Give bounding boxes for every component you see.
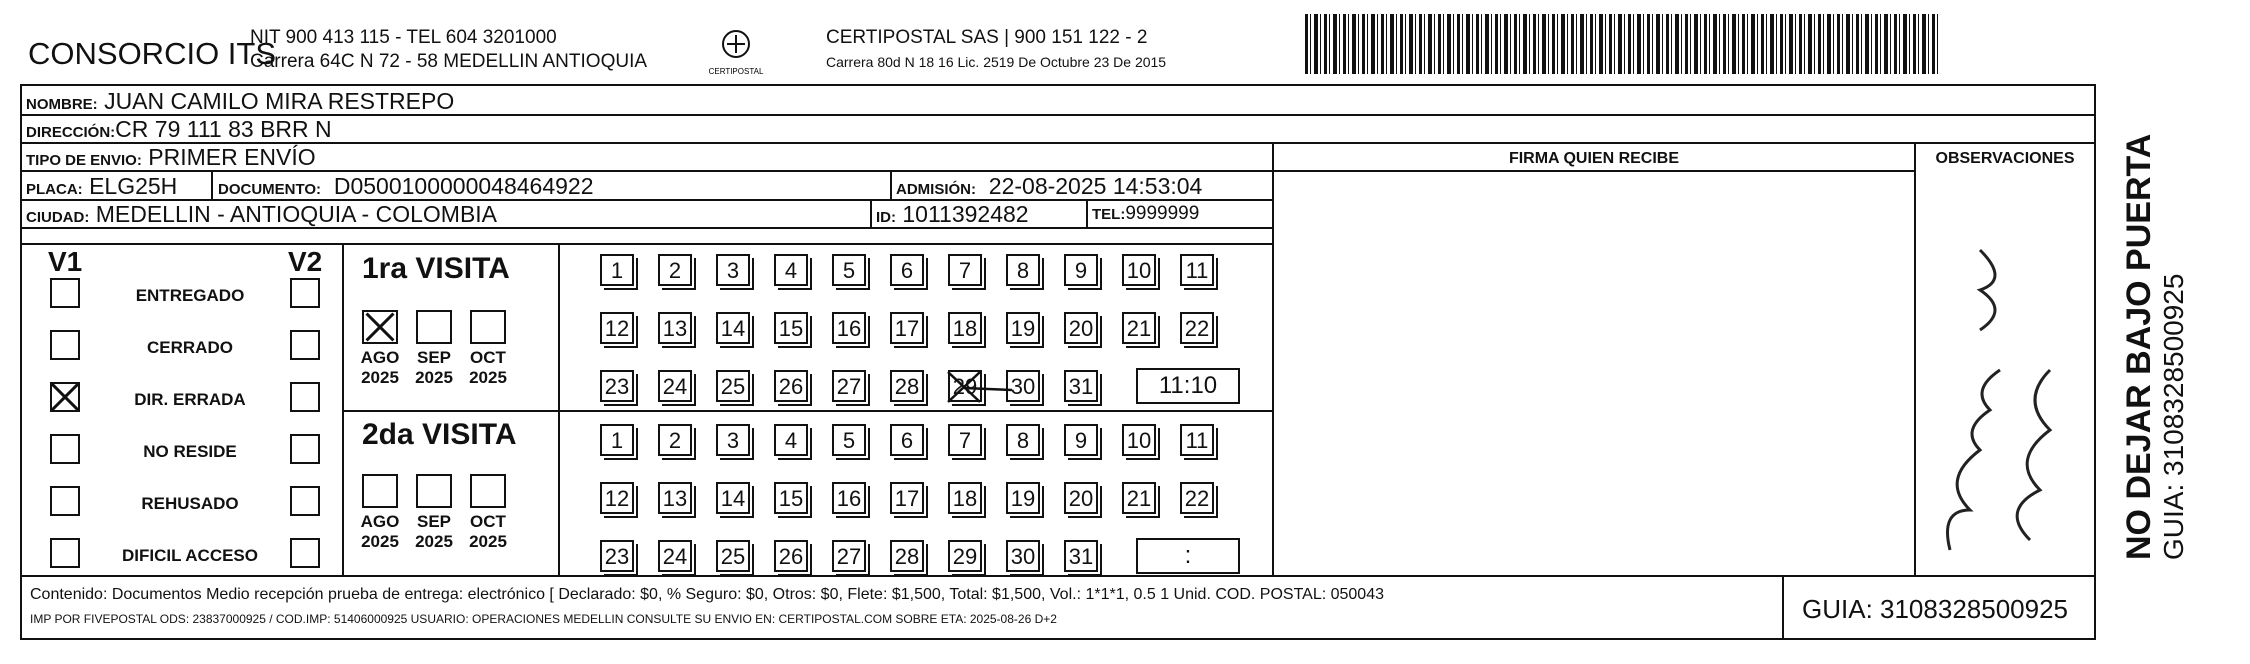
first-day-11[interactable]: 11 — [1180, 254, 1214, 286]
v2-checkbox-5[interactable] — [290, 538, 320, 568]
v2-header: V2 — [288, 246, 323, 277]
second-day-15[interactable]: 15 — [774, 482, 808, 514]
second-day-19[interactable]: 19 — [1006, 482, 1040, 514]
second-month-label-0 — [357, 512, 403, 552]
first-day-8[interactable]: 8 — [1006, 254, 1040, 286]
second-day-6[interactable]: 6 — [890, 424, 924, 456]
status-label: DIR. ERRADA — [134, 390, 246, 409]
first-day-22[interactable]: 22 — [1180, 312, 1214, 344]
id-value: 1011392482 — [902, 201, 1029, 227]
first-day-12[interactable]: 12 — [600, 312, 634, 344]
second-day-3[interactable]: 3 — [716, 424, 750, 456]
status-label: CERRADO — [147, 338, 233, 357]
barcode — [1305, 14, 1941, 74]
footer-guia: GUIA: 3108328500925 — [1802, 594, 2068, 624]
month-name: SEP — [416, 512, 452, 531]
second-day-18[interactable]: 18 — [948, 482, 982, 514]
company-info — [250, 26, 647, 74]
first-day-7[interactable]: 7 — [948, 254, 982, 286]
v1-checkbox-0[interactable] — [50, 278, 80, 308]
v1-checkbox-3[interactable] — [50, 434, 80, 464]
placa-value: ELG25H — [89, 173, 178, 199]
second-month-box-2[interactable] — [470, 474, 506, 508]
v2-checkbox-0[interactable] — [290, 278, 320, 308]
tel-value: 9999999 — [1125, 203, 1200, 224]
v1-checkbox-2[interactable] — [50, 382, 80, 412]
nombre-field: NOMBRE: JUAN CAMILO MIRA RESTREPO — [26, 88, 455, 114]
first-day-19[interactable]: 19 — [1006, 312, 1040, 344]
first-day-6[interactable]: 6 — [890, 254, 924, 286]
first-day-14[interactable]: 14 — [716, 312, 750, 344]
second-day-17[interactable]: 17 — [890, 482, 924, 514]
company-name: CONSORCIO ITS — [28, 36, 277, 71]
first-day-31[interactable]: 31 — [1064, 370, 1098, 402]
address-line: Carrera 64C N 72 - 58 MEDELLIN ANTIOQUIA — [250, 51, 648, 72]
first-day-24[interactable]: 24 — [658, 370, 692, 402]
first-day-26[interactable]: 26 — [774, 370, 808, 402]
second-day-12[interactable]: 12 — [600, 482, 634, 514]
v2-checkbox-1[interactable] — [290, 330, 320, 360]
first-day-25[interactable]: 25 — [716, 370, 750, 402]
second-day-22[interactable]: 22 — [1180, 482, 1214, 514]
firma-header: FIRMA QUIEN RECIBE — [1508, 150, 1680, 167]
status-label: DIFICIL ACCESO — [121, 546, 258, 565]
second-month-label-1 — [411, 512, 457, 552]
second-time-box[interactable]: : — [1136, 538, 1240, 574]
month-name: SEP — [416, 348, 452, 367]
nit-line: NIT 900 413 115 - TEL 604 3201000 — [250, 27, 557, 48]
second-day-24[interactable]: 24 — [658, 540, 692, 572]
second-day-21[interactable]: 21 — [1122, 482, 1156, 514]
first-month-label-2 — [465, 348, 511, 388]
second-day-13[interactable]: 13 — [658, 482, 692, 514]
month-year: 2025 — [361, 532, 399, 551]
second-day-2[interactable]: 2 — [658, 424, 692, 456]
second-day-20[interactable]: 20 — [1064, 482, 1098, 514]
month-year: 2025 — [469, 368, 507, 387]
footer-print-line: IMP POR FIVEPOSTAL ODS: 23837000925 / COD.IMP: 51406000925 USUARIO: OPERACIONES MEDELLIN CONSULTE SU ENVIO EN: CERTIPOSTAL.COM SOBRE ETA: 2025-08-26 D+2 — [30, 612, 1057, 626]
first-day-2[interactable]: 2 — [658, 254, 692, 286]
certipostal-logo — [705, 24, 767, 84]
status-label: NO RESIDE — [143, 442, 237, 461]
first-day-18[interactable]: 18 — [948, 312, 982, 344]
nombre-value: JUAN CAMILO MIRA RESTREPO — [104, 88, 455, 114]
month-year: 2025 — [469, 532, 507, 551]
month-name: AGO — [360, 348, 400, 367]
month-year: 2025 — [415, 532, 453, 551]
month-name: OCT — [470, 348, 506, 367]
second-day-9[interactable]: 9 — [1064, 424, 1098, 456]
second-day-14[interactable]: 14 — [716, 482, 750, 514]
v1-header: V1 — [48, 246, 83, 277]
certi-line1: CERTIPOSTAL SAS | 900 151 122 - 2 — [826, 27, 1148, 48]
first-day-30[interactable]: 30 — [1006, 370, 1040, 402]
second-day-25[interactable]: 25 — [716, 540, 750, 572]
first-day-21[interactable]: 21 — [1122, 312, 1156, 344]
status-label: ENTREGADO — [135, 286, 245, 305]
second-day-31[interactable]: 31 — [1064, 540, 1098, 572]
second-visit-title: 2da VISITA — [362, 418, 517, 451]
month-year: 2025 — [415, 368, 453, 387]
second-day-28[interactable]: 28 — [890, 540, 924, 572]
direccion-value: CR 79 111 83 BRR N — [115, 116, 332, 142]
month-year: 2025 — [361, 368, 399, 387]
second-day-27[interactable]: 27 — [832, 540, 866, 572]
tipo-envio-field: TIPO DE ENVIO: PRIMER ENVÍO — [26, 144, 316, 170]
month-name: OCT — [470, 512, 506, 531]
certipostal-info — [826, 26, 1166, 74]
tel-field: TEL:9999999 — [1092, 203, 1200, 224]
second-day-23[interactable]: 23 — [600, 540, 634, 572]
v1-checkbox-4[interactable] — [50, 486, 80, 516]
first-day-27[interactable]: 27 — [832, 370, 866, 402]
id-field: ID: 1011392482 — [876, 201, 1029, 227]
second-day-30[interactable]: 30 — [1006, 540, 1040, 572]
first-day-13[interactable]: 13 — [658, 312, 692, 344]
first-month-box-2[interactable] — [470, 310, 506, 344]
second-day-4[interactable]: 4 — [774, 424, 808, 456]
ciudad-value: MEDELLIN - ANTIOQUIA - COLOMBIA — [95, 201, 498, 227]
side-vertical-text — [2120, 134, 2190, 560]
direccion-field: DIRECCIÓN:CR 79 111 83 BRR N — [26, 116, 332, 142]
first-day-20[interactable]: 20 — [1064, 312, 1098, 344]
first-day-9[interactable]: 9 — [1064, 254, 1098, 286]
footer-content-line: Contenido: Documentos Medio recepción prueba de entrega: electrónico [ Declarado: $0, % Seguro: $0, Otros: $0, Flete: $1,500, Total: $1,500, Vol.: 1*1*1, 0.5 1 Unid. COD. POSTAL: 050043 — [30, 586, 1384, 603]
first-day-4[interactable]: 4 — [774, 254, 808, 286]
v1-checkbox-1[interactable] — [50, 330, 80, 360]
first-day-1[interactable]: 1 — [600, 254, 634, 286]
v2-checkbox-3[interactable] — [290, 434, 320, 464]
first-month-box-0[interactable] — [362, 310, 398, 344]
admision-value: 22-08-2025 14:53:04 — [988, 173, 1203, 199]
first-month-box-1[interactable] — [416, 310, 452, 344]
status-label: REHUSADO — [141, 494, 239, 513]
observaciones-header: OBSERVACIONES — [1935, 150, 2075, 167]
second-day-11[interactable]: 11 — [1180, 424, 1214, 456]
v2-checkbox-2[interactable] — [290, 382, 320, 412]
second-month-box-1[interactable] — [416, 474, 452, 508]
first-day-5[interactable]: 5 — [832, 254, 866, 286]
side-guia: GUIA: 3108328500925 — [2158, 273, 2189, 560]
tipo-envio-value: PRIMER ENVÍO — [148, 144, 316, 170]
documento-field: DOCUMENTO: D0500100000048464922 — [218, 173, 594, 199]
second-day-10[interactable]: 10 — [1122, 424, 1156, 456]
second-day-16[interactable]: 16 — [832, 482, 866, 514]
v1-checkbox-5[interactable] — [50, 538, 80, 568]
observation-handwriting — [1920, 230, 2080, 565]
ciudad-field: CIUDAD: MEDELLIN - ANTIOQUIA - COLOMBIA — [26, 201, 498, 227]
second-day-7[interactable]: 7 — [948, 424, 982, 456]
first-day-23[interactable]: 23 — [600, 370, 634, 402]
month-name: AGO — [360, 512, 400, 531]
first-time-box[interactable]: 11:10 — [1136, 368, 1240, 404]
second-day-8[interactable]: 8 — [1006, 424, 1040, 456]
logo-text: CERTIPOSTAL — [708, 67, 764, 76]
certi-line2: Carrera 80d N 18 16 Lic. 2519 De Octubre 23 De 2015 — [826, 54, 1167, 70]
first-day-15[interactable]: 15 — [774, 312, 808, 344]
second-day-29[interactable]: 29 — [948, 540, 982, 572]
second-month-label-2 — [465, 512, 511, 552]
second-day-1[interactable]: 1 — [600, 424, 634, 456]
first-day-10[interactable]: 10 — [1122, 254, 1156, 286]
admision-field: ADMISIÓN: 22-08-2025 14:53:04 — [896, 173, 1203, 199]
first-visit-title: 1ra VISITA — [362, 252, 510, 285]
day-cross-mark — [944, 368, 1014, 413]
first-day-28[interactable]: 28 — [890, 370, 924, 402]
second-day-5[interactable]: 5 — [832, 424, 866, 456]
first-day-17[interactable]: 17 — [890, 312, 924, 344]
no-dejar-bajo-puerta: NO DEJAR BAJO PUERTA — [2120, 133, 2158, 560]
first-month-label-0 — [357, 348, 403, 388]
first-day-3[interactable]: 3 — [716, 254, 750, 286]
v2-checkbox-4[interactable] — [290, 486, 320, 516]
first-month-label-1 — [411, 348, 457, 388]
documento-value: D0500100000048464922 — [333, 173, 594, 199]
first-day-16[interactable]: 16 — [832, 312, 866, 344]
first-day-29[interactable]: 29 — [948, 370, 982, 402]
second-day-26[interactable]: 26 — [774, 540, 808, 572]
placa-field: PLACA: ELG25H — [26, 173, 178, 199]
second-month-box-0[interactable] — [362, 474, 398, 508]
